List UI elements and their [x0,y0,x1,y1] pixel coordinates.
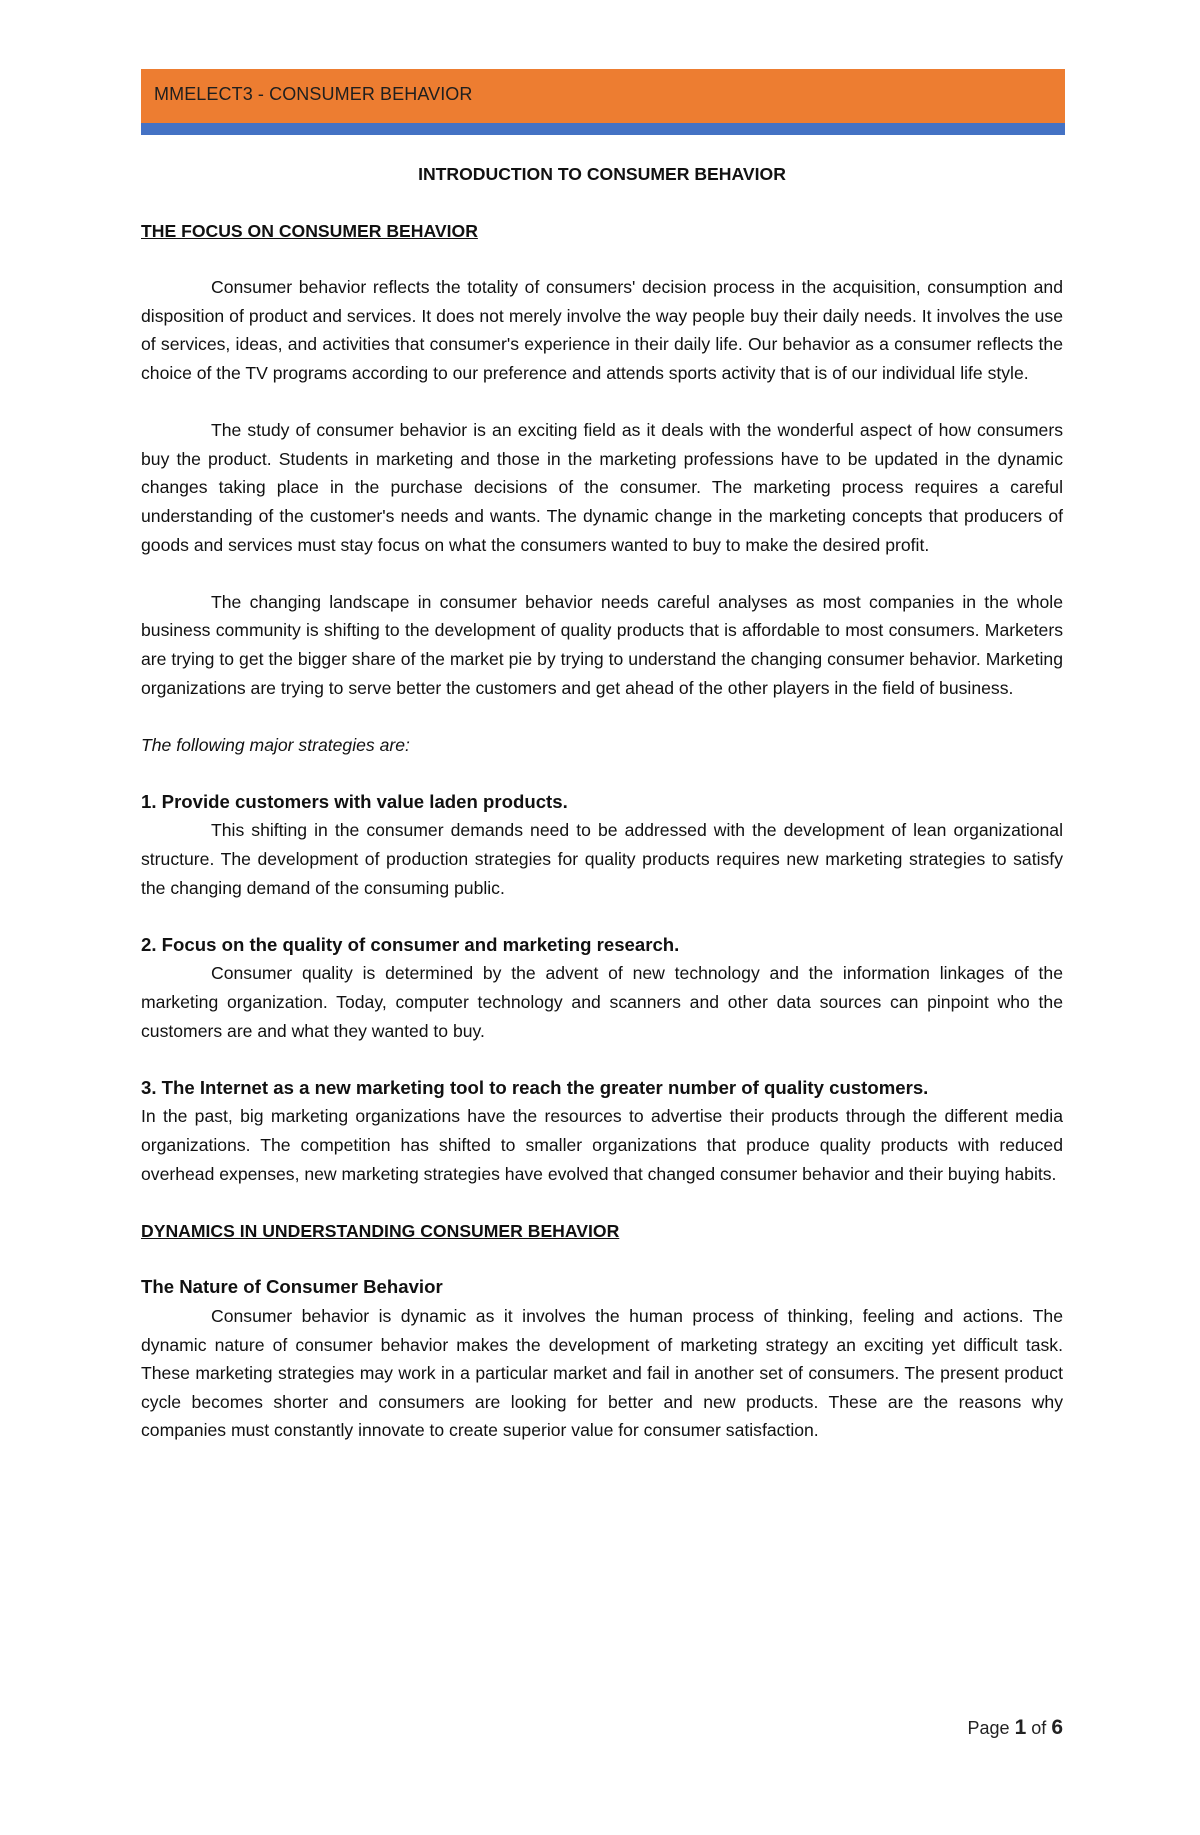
page-number [968,1716,1063,1740]
subsection-heading-nature: The Nature of Consumer Behavior [141,1276,443,1298]
course-header: MMELECT3 - CONSUMER BEHAVIOR [154,84,473,104]
total-pages: 6 [1051,1716,1063,1739]
header-stripe [141,123,1065,135]
strategy-body-3: In the past, big marketing organizations have the resources to advertise their products through the different media organizations. The competition has shifted to smaller organizations that produce quality products with reduced overhead expenses, new marketing strategies have evolved that changed consumer behavior and their buying habits. [141,1106,1063,1184]
paragraph-4: Consumer behavior is dynamic as it involves the human process of thinking, feeling and actions. The dynamic nature of consumer behavior makes the development of marketing strategy an exciting yet difficult task. These marketing strategies may work in a particular market and fail in another set of consumers. The present product cycle becomes shorter and consumers are looking for better and new products. These are the reasons why companies must constantly innovate to create superior value for consumer satisfaction. [141,1305,1063,1441]
document-title: INTRODUCTION TO CONSUMER BEHAVIOR [418,164,786,184]
strategy-heading-3: 3. The Internet as a new marketing tool to reach the greater number of quality customers. [141,1076,929,1098]
strategy-body-2: Consumer quality is determined by the advent of new technology and the information linkages of the marketing organization. Today, computer technology and scanners and other data sources can pinpoint who the customers are and what they wanted to buy. [141,963,1063,1041]
document-body [141,160,1063,1445]
strategy-heading-1: 1. Provide customers with value laden products. [141,790,568,812]
page-label: Page [967,1718,1010,1738]
strategy-heading-2: 2. Focus on the quality of consumer and marketing research. [141,933,680,955]
paragraph-1: Consumer behavior reflects the totality of consumers' decision process in the acquisition, consumption and disposition of product and services. It does not merely involve the way people buy their daily needs. It involves the use of services, ideas, and activities that consumer's experience in their daily life. Our behavior as a consumer reflects the choice of the TV programs according to our preference and attends sports activity that is of our individual life style. [141,277,1063,383]
section-heading-focus: THE FOCUS ON CONSUMER BEHAVIOR [141,220,478,241]
of-label: of [1031,1718,1047,1738]
paragraph-2: The study of consumer behavior is an exciting field as it deals with the wonderful aspect of how consumers buy the product. Students in marketing and those in the marketing professions have to be updated in the dynamic changes taking place in the purchase decisions of the consumer. The marketing process requires a careful understanding of the customer's needs and wants. The dynamic change in the marketing concepts that producers of goods and services must stay focus on what the consumers wanted to buy to make the desired profit. [141,420,1063,555]
current-page: 1 [1014,1716,1027,1739]
section-heading-dynamics: DYNAMICS IN UNDERSTANDING CONSUMER BEHAVIOR [141,1220,620,1241]
paragraph-3: The changing landscape in consumer behavior needs careful analyses as most companies in the whole business community is shifting to the development of quality products that is affordable to most consumers. Marketers are trying to get the bigger share of the market pie by trying to understand the changing consumer behavior. Marketing organizations are trying to serve better the customers and get ahead of the other players in the field of business. [141,591,1063,698]
strategies-intro: The following major strategies are: [141,734,410,755]
strategy-body-1: This shifting in the consumer demands need to be addressed with the development of lean organizational structure. The development of production strategies for quality products requires new marketing strategies to satisfy the changing demand of the consuming public. [141,820,1063,898]
